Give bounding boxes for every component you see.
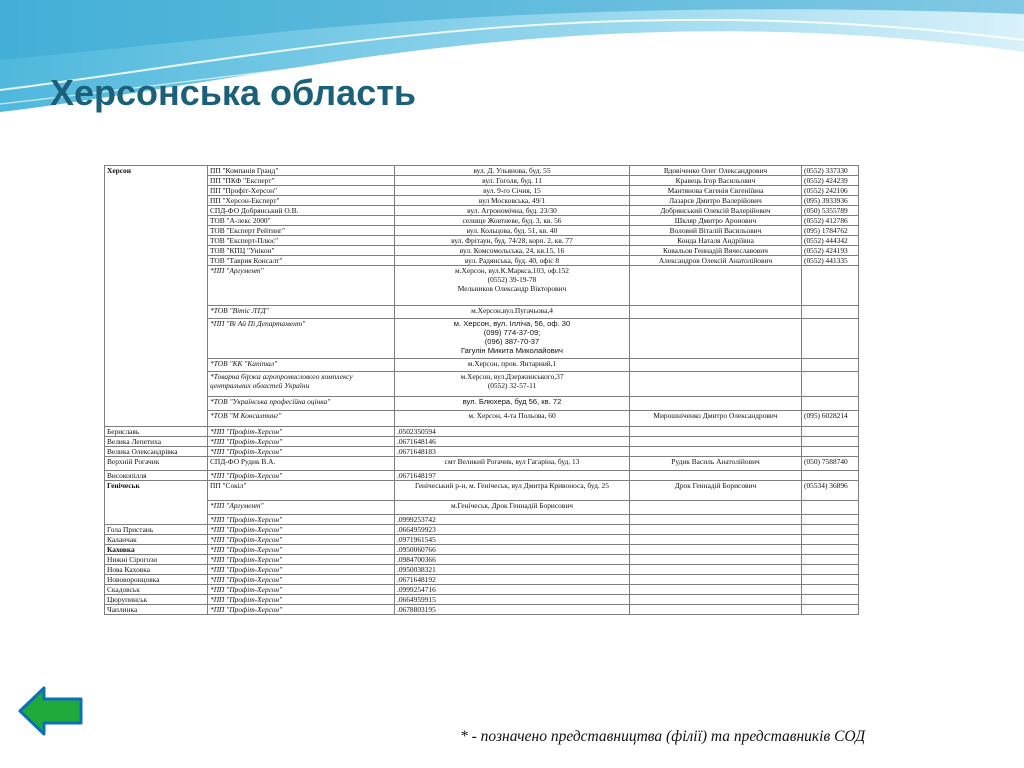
cell-address: .0678803195 — [395, 605, 630, 615]
cell-address: вул. Фрітаун, буд. 74/28, корп. 2, кв. 77 — [395, 236, 630, 246]
appraisers-table-body — [105, 166, 859, 615]
cell-contact — [630, 437, 802, 447]
cell-city: Генічеськ — [105, 481, 208, 525]
cell-phone — [802, 595, 859, 605]
table-row — [105, 359, 859, 372]
table-row — [105, 206, 859, 216]
cell-city: Високопілля — [105, 471, 208, 481]
cell-address: м.Херсон, вул.К.Маркса,103, оф.152 (0552) 39-19-78 Мельников Олександр Вікторович — [395, 266, 630, 306]
table-row — [105, 319, 859, 359]
table-row — [105, 481, 859, 501]
table-row — [105, 372, 859, 397]
cell-company: СПД-ФО Рудик В.А. — [208, 457, 395, 471]
table-row — [105, 176, 859, 186]
cell-contact: Александров Олексій Анатолійович — [630, 256, 802, 266]
table-row — [105, 236, 859, 246]
cell-address: вул. Комсомольська, 24, кв.15, 16 — [395, 246, 630, 256]
table-row — [105, 427, 859, 437]
table-row — [105, 575, 859, 585]
table-row — [105, 216, 859, 226]
table-row — [105, 166, 859, 176]
cell-phone: (0552) 444342 — [802, 236, 859, 246]
cell-contact — [630, 306, 802, 319]
cell-company: ПП "Компанія Гранд" — [208, 166, 395, 176]
table-row — [105, 447, 859, 457]
footnote: * - позначено представництва (філії) та представників СОД — [460, 728, 866, 745]
cell-address: вул. Кольцова, буд. 51, кв. 40 — [395, 226, 630, 236]
table-row — [105, 605, 859, 615]
cell-company: *ПП "Профіт-Херсон" — [208, 437, 395, 447]
cell-phone: (095) 1784762 — [802, 226, 859, 236]
appraisers-table — [104, 165, 859, 615]
cell-company: *ПП "Профіт-Херсон" — [208, 427, 395, 437]
cell-city: Цюрупинськ — [105, 595, 208, 605]
cell-address: вул Московська, 49/1 — [395, 196, 630, 206]
cell-company: *ТОВ "Українська професійна оцінка" — [208, 397, 395, 411]
cell-company: СПД-ФО Добрянський О.В. — [208, 206, 395, 216]
cell-contact — [630, 595, 802, 605]
cell-address: м. Херсон, вул. Ілліча, 56, оф. 30 (099) 774-37-09; (096) 387-70-37 Гагулін Микита Миколайович — [395, 319, 630, 359]
cell-city: Верхній Рогачик — [105, 457, 208, 471]
cell-phone: (0552) 412786 — [802, 216, 859, 226]
cell-company: *ПП "Профіт-Херсон" — [208, 605, 395, 615]
cell-company: ТОВ "КПЦ "Унікон" — [208, 246, 395, 256]
cell-company: *ПП "Аргумент" — [208, 501, 395, 515]
cell-contact: Ковальов Геннадій Вячеславович — [630, 246, 802, 256]
cell-phone — [802, 545, 859, 555]
cell-company: *Товарна біржа агропромислового комплексу центральних областей України — [208, 372, 395, 397]
cell-address: вул. Радянська, буд. 40, офіс 8 — [395, 256, 630, 266]
cell-address: Генічеський р-н, м. Генічеськ, вул Дмитра Кривоноса, буд. 25 — [395, 481, 630, 501]
table-row — [105, 585, 859, 595]
cell-company: *ПП "Профіт-Херсон" — [208, 575, 395, 585]
cell-contact: Шкляр Дмитро Аронович — [630, 216, 802, 226]
cell-phone: (050) 7588740 — [802, 457, 859, 471]
cell-company: *ПП "Профіт-Херсон" — [208, 585, 395, 595]
cell-address: селище Жовтневе, буд. 3, кв. 56 — [395, 216, 630, 226]
cell-address: м.Генічеськ, Дрок Геннадій Борисович — [395, 501, 630, 515]
cell-address: .0971961545 — [395, 535, 630, 545]
table-row — [105, 397, 859, 411]
cell-address: вул. 9-го Січня, 15 — [395, 186, 630, 196]
cell-phone — [802, 437, 859, 447]
cell-address: .0950038321 — [395, 565, 630, 575]
cell-company: *ПП "Профіт-Херсон" — [208, 515, 395, 525]
cell-address: м.Херсон, пров. Янтарний,1 — [395, 359, 630, 372]
table-row — [105, 535, 859, 545]
cell-contact — [630, 555, 802, 565]
cell-address: .0671648183 — [395, 447, 630, 457]
cell-address: .0664959923 — [395, 525, 630, 535]
cell-company: *ПП "Профіт-Херсон" — [208, 595, 395, 605]
cell-phone — [802, 306, 859, 319]
cell-contact — [630, 372, 802, 397]
cell-address: .0502350594 — [395, 427, 630, 437]
cell-contact: Дрок Геннадій Борисович — [630, 481, 802, 501]
cell-city: Бериславь — [105, 427, 208, 437]
cell-contact — [630, 397, 802, 411]
cell-phone: (0552) 424193 — [802, 246, 859, 256]
cell-contact — [630, 605, 802, 615]
cell-company: *ПП "Аргумент" — [208, 266, 395, 306]
cell-address: вул. Д. Ульянова, буд. 55 — [395, 166, 630, 176]
cell-address: смт Великий Рогачик, вул Гагаріна, буд. 13 — [395, 457, 630, 471]
cell-contact — [630, 471, 802, 481]
cell-contact — [630, 565, 802, 575]
cell-company: ТОВ "А-лекс 2000" — [208, 216, 395, 226]
table-row — [105, 266, 859, 306]
cell-phone — [802, 535, 859, 545]
cell-city: Нова Каховка — [105, 565, 208, 575]
cell-phone: (095) 3933936 — [802, 196, 859, 206]
cell-phone: (05534) 36896 — [802, 481, 859, 501]
cell-company: ПП "Херсон-Експерт" — [208, 196, 395, 206]
cell-company: ТОВ "Експерт-Плюс" — [208, 236, 395, 246]
cell-address: м.Херсон, вул.Дзержинського,37 (0552) 32-57-11 — [395, 372, 630, 397]
cell-company: ПП "ПКФ "Експерт" — [208, 176, 395, 186]
cell-company: *ПП "Профіт-Херсон" — [208, 471, 395, 481]
cell-company: ПП "Профіт-Херсон" — [208, 186, 395, 196]
cell-contact: Воловий Віталій Васильович — [630, 226, 802, 236]
table-row — [105, 186, 859, 196]
page-title: Херсонська область — [50, 72, 416, 113]
cell-contact — [630, 535, 802, 545]
cell-contact — [630, 359, 802, 372]
cell-address: вул. Гоголя, буд. 11 — [395, 176, 630, 186]
cell-company: *ПП "Профіт-Херсон" — [208, 525, 395, 535]
table-row — [105, 501, 859, 515]
table-row — [105, 226, 859, 236]
cell-phone — [802, 319, 859, 359]
cell-city: Велика Олександрівка — [105, 447, 208, 457]
cell-company: *ПП "Профіт-Херсон" — [208, 447, 395, 457]
cell-contact — [630, 545, 802, 555]
cell-address: .0999254716 — [395, 585, 630, 595]
cell-city: Чаплинка — [105, 605, 208, 615]
cell-city: Гола Пристань — [105, 525, 208, 535]
cell-contact: Мантянова Євгенія Євгеніївна — [630, 186, 802, 196]
cell-address: м.Херсон,вул.Пугачьова,4 — [395, 306, 630, 319]
cell-address: .0984700366 — [395, 555, 630, 565]
cell-city: Скадовськ — [105, 585, 208, 595]
cell-phone — [802, 585, 859, 595]
cell-address: .0671648192 — [395, 575, 630, 585]
cell-company: ТОВ "Таврия Консалт" — [208, 256, 395, 266]
cell-phone — [802, 372, 859, 397]
cell-contact — [630, 515, 802, 525]
cell-contact: Рудик Василь Анатолійович — [630, 457, 802, 471]
cell-phone — [802, 515, 859, 525]
cell-contact — [630, 319, 802, 359]
cell-city: Нижні Сірогози — [105, 555, 208, 565]
cell-phone — [802, 565, 859, 575]
cell-phone — [802, 359, 859, 372]
cell-phone — [802, 266, 859, 306]
table-row — [105, 437, 859, 447]
cell-city: Херсон — [105, 166, 208, 427]
cell-company: *ПП "Профіт-Херсон" — [208, 535, 395, 545]
cell-phone — [802, 427, 859, 437]
cell-address: м. Херсон, 4-та Польова, 60 — [395, 411, 630, 427]
cell-contact — [630, 447, 802, 457]
table-row — [105, 565, 859, 575]
table-row — [105, 457, 859, 471]
cell-address: .0671648146 — [395, 437, 630, 447]
cell-contact: Конда Наталя Андріївна — [630, 236, 802, 246]
cell-company: *ТОВ "КК "Капітал" — [208, 359, 395, 372]
table-row — [105, 595, 859, 605]
table-row — [105, 555, 859, 565]
cell-phone — [802, 447, 859, 457]
back-arrow-icon[interactable] — [18, 686, 84, 736]
cell-phone — [802, 471, 859, 481]
cell-company: ТОВ "Експерт Рейтинг" — [208, 226, 395, 236]
cell-city: Нововоронцовка — [105, 575, 208, 585]
table-row — [105, 515, 859, 525]
cell-city: Каховка — [105, 545, 208, 555]
cell-company: *ТОВ "М Консалтинг" — [208, 411, 395, 427]
cell-company: ПП "Сокіл" — [208, 481, 395, 501]
cell-company: *ПП "Ві Ай Пі Департамент" — [208, 319, 395, 359]
cell-phone: (0552) 337330 — [802, 166, 859, 176]
cell-phone — [802, 525, 859, 535]
table-row — [105, 246, 859, 256]
cell-company: *ПП "Профіт-Херсон" — [208, 545, 395, 555]
cell-address: .0999253742 — [395, 515, 630, 525]
cell-contact: Мирошніченко Дмитро Олександрович — [630, 411, 802, 427]
table-row — [105, 471, 859, 481]
cell-company: *ТОВ "Вітіс ЛТД" — [208, 306, 395, 319]
cell-contact: Кравець Ігор Васильович — [630, 176, 802, 186]
cell-contact — [630, 585, 802, 595]
cell-phone — [802, 575, 859, 585]
table-row — [105, 411, 859, 427]
table-row — [105, 545, 859, 555]
cell-contact: Лазарєв Дмитро Валерійович — [630, 196, 802, 206]
cell-company: *ПП "Профіт-Херсон" — [208, 555, 395, 565]
cell-address: .0671648197 — [395, 471, 630, 481]
cell-address: вул. Блюхера, буд 56, кв. 72 — [395, 397, 630, 411]
cell-address: вул. Агрономічна, буд. 23/30 — [395, 206, 630, 216]
cell-contact: Вдовіченко Олег Олександрович — [630, 166, 802, 176]
cell-phone — [802, 501, 859, 515]
table-row — [105, 525, 859, 535]
cell-contact — [630, 427, 802, 437]
cell-phone: (095) 6028214 — [802, 411, 859, 427]
cell-phone: (0552) 424239 — [802, 176, 859, 186]
cell-phone: (0552) 441335 — [802, 256, 859, 266]
cell-address: .0950060766 — [395, 545, 630, 555]
table-row — [105, 196, 859, 206]
cell-phone — [802, 555, 859, 565]
cell-contact — [630, 501, 802, 515]
cell-phone — [802, 605, 859, 615]
table-row — [105, 256, 859, 266]
cell-address: .0664959915 — [395, 595, 630, 605]
cell-phone — [802, 397, 859, 411]
cell-contact: Добрянський Олексій Валерійович — [630, 206, 802, 216]
cell-city: Каланчак — [105, 535, 208, 545]
cell-city: Велика Лепетиха — [105, 437, 208, 447]
cell-company: *ПП "Профіт-Херсон" — [208, 565, 395, 575]
cell-contact — [630, 525, 802, 535]
cell-phone: (0552) 242106 — [802, 186, 859, 196]
cell-contact — [630, 575, 802, 585]
table-row — [105, 306, 859, 319]
appraisers-table-container — [104, 165, 859, 615]
cell-phone: (050) 5355789 — [802, 206, 859, 216]
cell-contact — [630, 266, 802, 306]
